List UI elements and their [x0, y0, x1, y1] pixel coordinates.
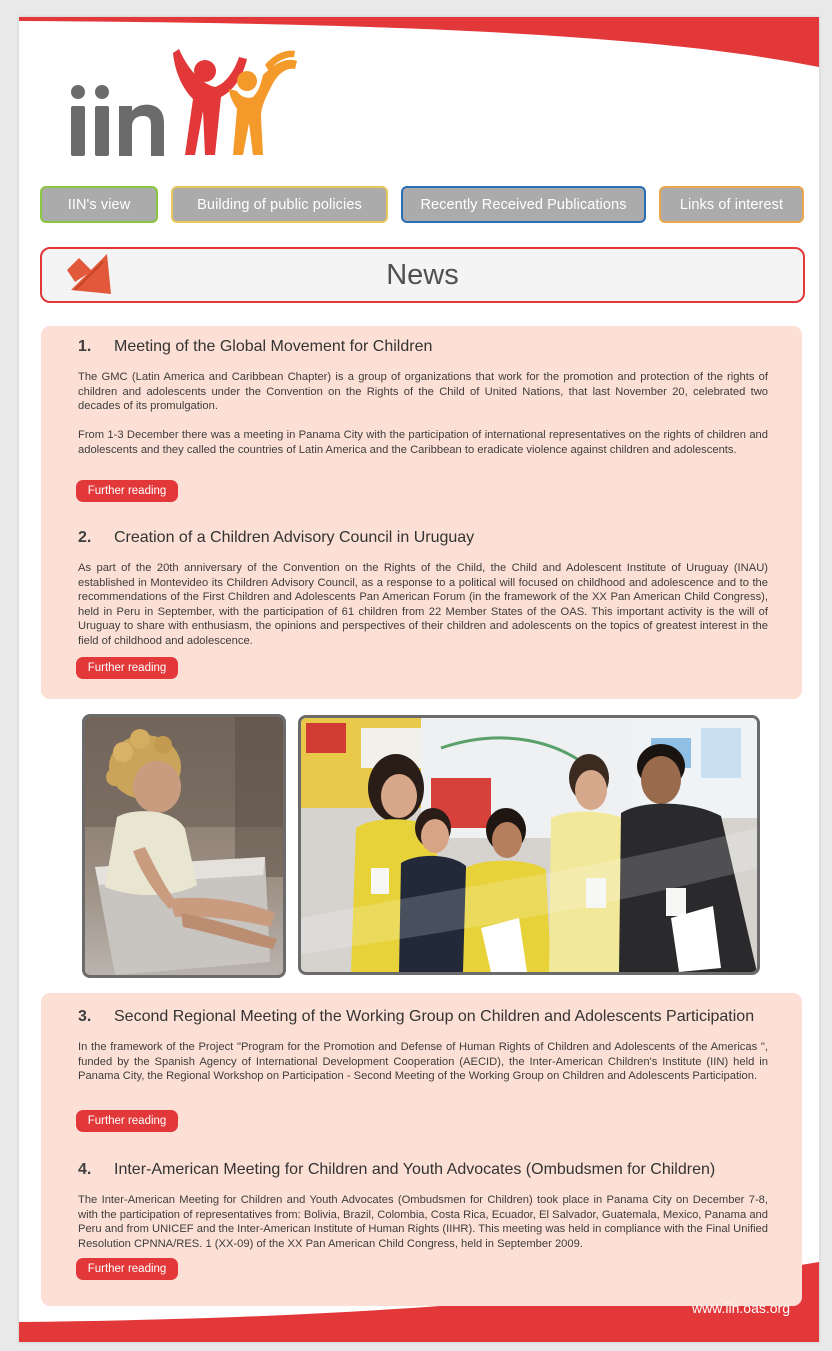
article-paragraph: The Inter-American Meeting for Children and Youth Advocates (Ombudsmen for Children) took place in Panama City on December 7-8, with the participation of representatives from: Bolivia, Brazil, Colombia, Costa Rica, Ecuador, El Salvador, Guatemala, Mexico, Panama and Peru and from UNICEF and the Inter-American Institute of Human Rights (IIHR). This meeting was held in compliance with the Final Unified Resolution CPNNA/RES. 1 (XX-09) of the XX Pan American Child Congress, held in September 2009.	[78, 1194, 768, 1250]
news-title: News	[386, 258, 459, 291]
photo-child	[82, 714, 286, 978]
nav-links-button[interactable]	[659, 186, 804, 223]
article-title: Creation of a Children Advisory Council in Uruguay	[114, 529, 475, 546]
button-label: Further reading	[87, 1263, 167, 1275]
article-body	[78, 1193, 768, 1251]
article-1	[78, 338, 768, 497]
article-title: Meeting of the Global Movement for Children	[114, 338, 433, 355]
article-body	[78, 370, 768, 457]
article-number: 4.	[78, 1161, 92, 1178]
article-body	[78, 561, 768, 649]
top-navigation	[19, 186, 819, 223]
photo-group	[298, 715, 760, 975]
article-heading	[78, 529, 768, 547]
group-photo-image	[301, 718, 757, 972]
article-paragraph: In the framework of the Project "Program for the Promotion and Defense of Human Rights of Children and Adolescents of the Americas ", funded by the Spanish Agency of International Development Cooperation (AECID), the Inter-American Children's Institute (IIN) held in Panama City, the Regional Workshop on Participation - Second Meeting of the Working Group on Children and Adolescents Participation.	[78, 1041, 768, 1083]
further-reading-button[interactable]	[76, 480, 178, 502]
button-label: Further reading	[87, 1115, 167, 1127]
article-number: 2.	[78, 529, 92, 546]
article-heading	[78, 1161, 768, 1179]
nav-public-policies-button[interactable]	[171, 186, 388, 223]
footer-url-link[interactable]: www.iin.oas.org	[691, 1300, 790, 1316]
nav-label: Building of public policies	[197, 196, 362, 213]
nav-iins-view-button[interactable]	[40, 186, 158, 223]
nav-label: Recently Received Publications	[420, 196, 627, 213]
news-panel-1	[41, 326, 802, 699]
article-title: Second Regional Meeting of the Working Group on Children and Adolescents Participation	[114, 1008, 755, 1025]
button-label: Further reading	[87, 485, 167, 497]
article-body	[78, 1040, 768, 1084]
article-heading	[78, 1008, 768, 1026]
article-3	[78, 1008, 768, 1127]
article-paragraph: The GMC (Latin America and Caribbean Chapter) is a group of organizations that work for the promotion and protection of the rights of children and adolescents under the Convention on the Rights of the Child of United Nations, that last November 20, celebrated two decades of its promulgation.	[78, 371, 768, 413]
nav-label: Links of interest	[679, 196, 784, 213]
further-reading-button[interactable]	[76, 1110, 178, 1132]
article-title: Inter-American Meeting for Children and Youth Advocates (Ombudsmen for Children)	[114, 1161, 716, 1178]
nav-label: IIN's view	[67, 196, 131, 213]
article-4	[78, 1161, 768, 1275]
article-paragraph: As part of the 20th anniversary of the Convention on the Rights of the Child, the Child and Adolescent Institute of Uruguay (INAU) established in Montevideo its Children Advisory Council, as a response to a political will focused on childhood and adolescence and to the recommendations of the First Children and Adolescents Pan American Forum (in the framework of the XX Pan American Child Congress), held in Peru in September, with the participation of 61 children from 22 Member States of the OAS. This important activity is the will of Uruguay to share with enthusiasm, the opinions and perspectives of their children and adolescents on the topics of greatest interest in the field of childhood and adolescence.	[78, 562, 768, 647]
news-header	[40, 247, 805, 303]
article-number: 1.	[78, 338, 92, 355]
news-panel-2	[41, 993, 802, 1306]
newsletter-page	[19, 17, 819, 1342]
further-reading-button[interactable]	[76, 657, 178, 679]
iin-logo	[65, 47, 300, 159]
button-label: Further reading	[87, 662, 167, 674]
further-reading-button[interactable]	[76, 1258, 178, 1280]
article-paragraph: From 1-3 December there was a meeting in Panama City with the participation of international representatives on the rights of children and adolescents and they called the countries of Latin America and the Caribbean to eradicate violence against children and adolescents.	[78, 429, 768, 456]
article-2	[78, 529, 768, 674]
article-number: 3.	[78, 1008, 92, 1025]
child-photo-image	[85, 717, 283, 975]
nav-publications-button[interactable]	[401, 186, 646, 223]
article-heading	[78, 338, 768, 356]
